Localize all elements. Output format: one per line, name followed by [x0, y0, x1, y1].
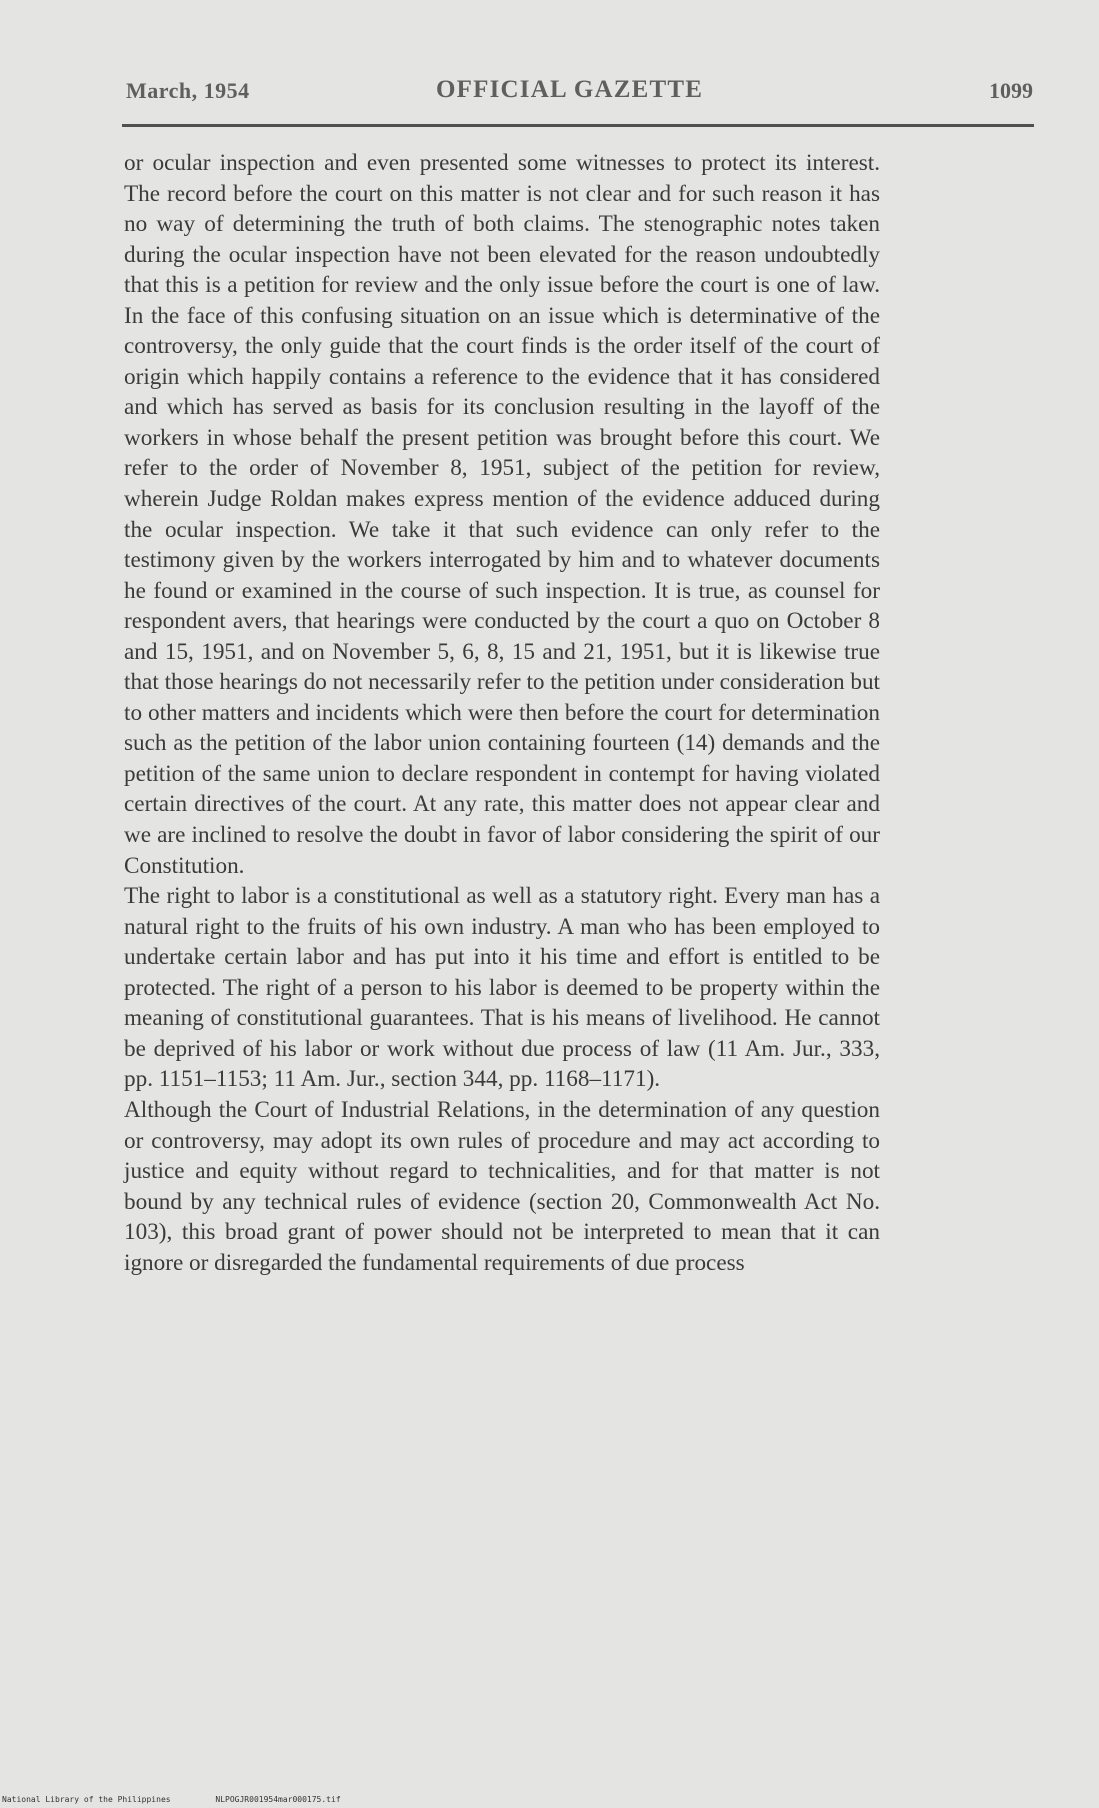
paragraph-right-to-labor: The right to labor is a constitutional as well as a statutory right. Every man has a natural right to the fruits of his own industry. A man who has been employed to undertake certain labor and has put into it his time and effort is entitled to be protected. The right of a person to his labor is deemed to be property within the meaning of constitutional guarantees. That is his means of livelihood. He cannot be deprived of his labor or work without due process of law (11 Am. Jur., 333, pp. 1151–1153; 11 Am. Jur., section 344, pp. 1168–1171). — [124, 883, 880, 1093]
header-page-number: 1099 — [989, 78, 1033, 103]
header-title: OFFICIAL GAZETTE — [436, 76, 704, 103]
header-date: March, 1954 — [126, 78, 250, 103]
header-rule — [122, 124, 1034, 127]
footer-file: NLPOGJR001954mar000175.tif — [215, 1795, 341, 1804]
paragraph-continued: or ocular inspection and even presented some witnesses to protect its interest. The record before the court on this matter is not clear and for such reason it has no way of determining the truth of both claims. The stenographic notes taken during the ocular inspection have not been elevated for the reason undoubtedly that this is a petition for review and the only issue before the court is one of law. In the face of this confusing situation on an issue which is determinative of the controversy, the only guide that the court finds is the order itself of the court of origin which happily contains a reference to the evidence that it has considered and which has served as basis for its conclusion resulting in the layoff of the workers in whose behalf the present petition was brought before this court. We refer to the order of November 8, 1951, subject of the petition for review, wherein Judge Roldan makes express mention of the evidence adduced during the ocular inspection. We take it that such evidence can only refer to the testimony given by the workers interrogated by him and to whatever documents he found or examined in the course of such inspection. It is true, as counsel for respondent avers, that hearings were conducted by the court a quo on October 8 and 15, 1951, and on November 5, 6, 8, 15 and 21, 1951, but it is likewise true that those hearings do not necessarily refer to the petition under consideration but to other matters and incidents which were then before the court for determination such as the petition of the labor union containing fourteen (14) demands and the petition of the same union to declare respondent in contempt for having violated certain directives of the court. At any rate, this matter does not appear clear and we are inclined to resolve the doubt in favor of labor considering the spirit of our Constitution. — [124, 150, 880, 879]
footer-library: National Library of the Philippines — [2, 1795, 171, 1804]
paragraph-court-of-industrial-relations: Although the Court of Industrial Relations, in the determination of any question or controversy, may adopt its own rules of procedure and may act according to justice and equity without regard to technicalities, and for that matter is not bound by any technical rules of evidence (section 20, Commonwealth Act No. 103), this broad grant of power should not be interpreted to mean that it can ignore or disregarded the fundamental requirements of due process — [124, 1096, 880, 1276]
page-header — [126, 78, 1033, 112]
scan-footer — [2, 1795, 381, 1804]
article-body — [124, 148, 880, 1278]
